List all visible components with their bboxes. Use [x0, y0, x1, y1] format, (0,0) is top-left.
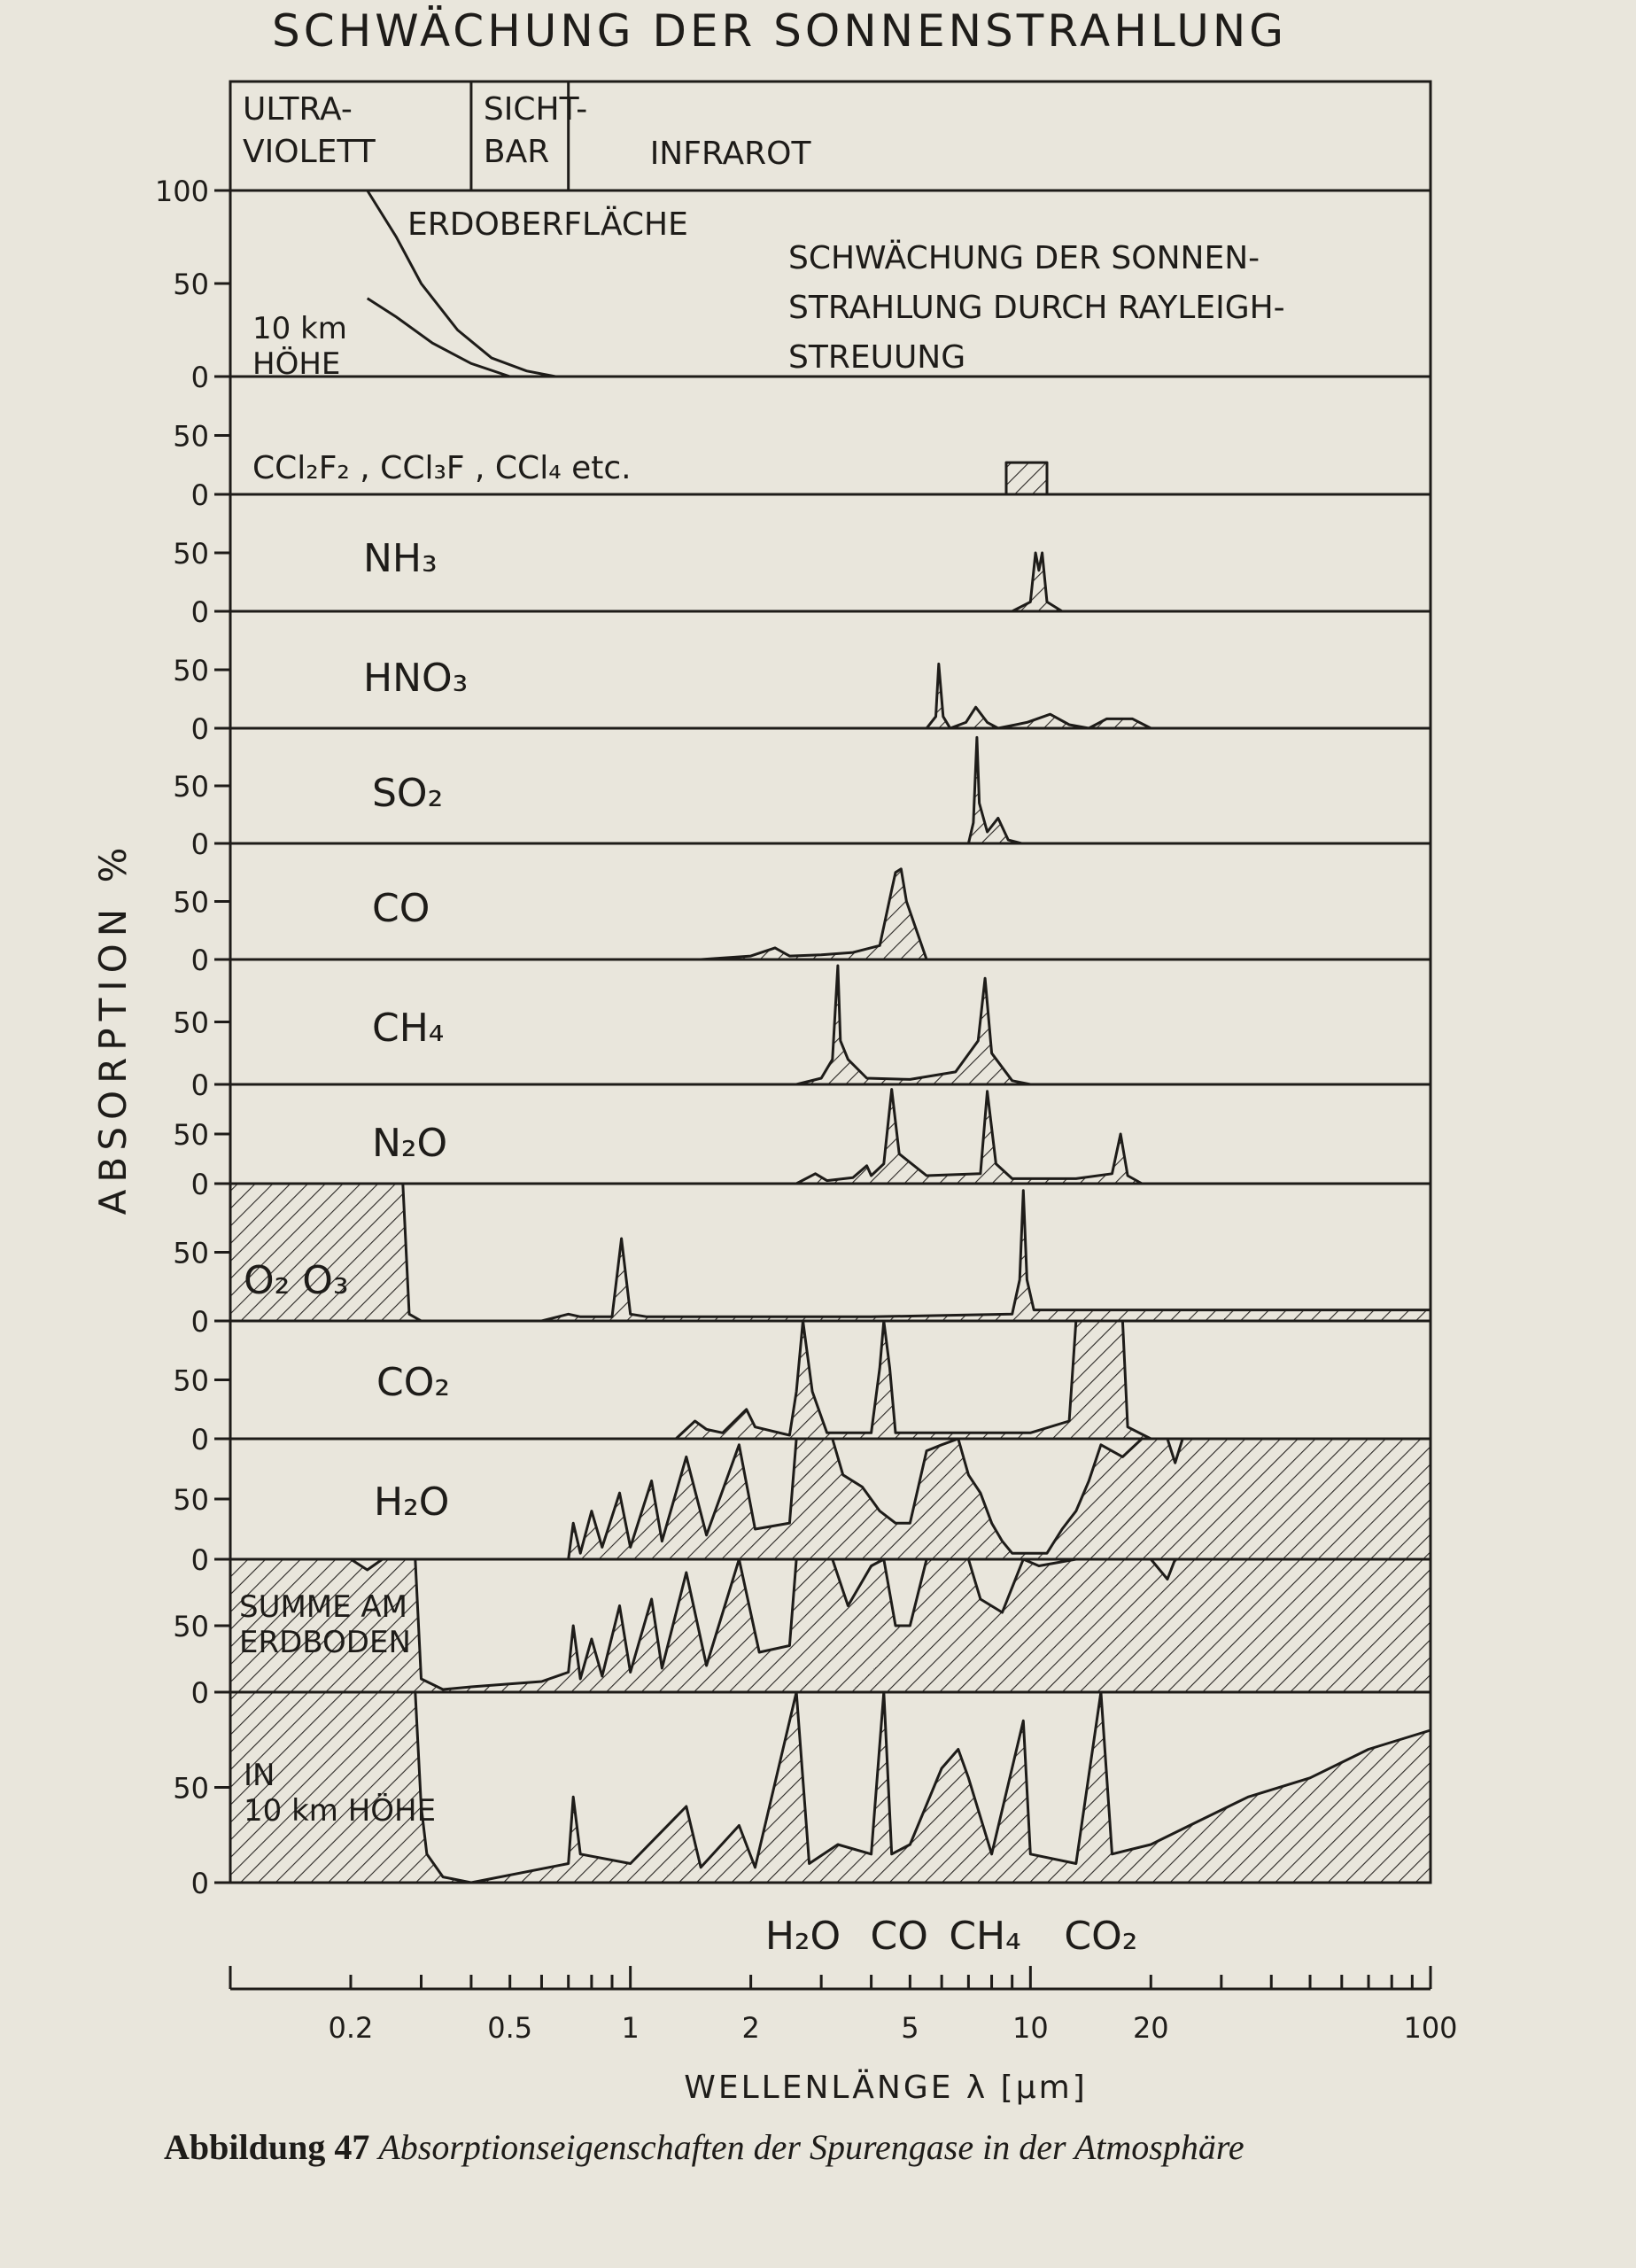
- x-tick-label: 10: [1012, 2011, 1049, 2045]
- x-tick-label: 1: [621, 2011, 640, 2045]
- y-tick-label: 0: [190, 1068, 209, 1102]
- x-tick-label: 0.5: [487, 2011, 533, 2045]
- y-tick-label: 0: [190, 1305, 209, 1339]
- y-tick-label: 0: [190, 944, 209, 977]
- absorption-area: [230, 1692, 1431, 1883]
- y-tick-label: 50: [173, 1483, 209, 1517]
- x-tick-label: 5: [901, 2011, 919, 2045]
- caption-text: Absorptionseigenschaften der Spurengase in der Atmosphäre: [378, 2127, 1244, 2167]
- x-tick-label: 2: [741, 2011, 760, 2045]
- series-label: CH₄: [372, 1006, 445, 1051]
- series-label: IN 10 km HÖHE: [244, 1758, 437, 1829]
- series-label: HNO₃: [363, 656, 469, 701]
- y-tick-label: 0: [190, 361, 209, 394]
- y-tick-label: 50: [173, 537, 209, 571]
- y-tick-label: 0: [190, 595, 209, 629]
- x-tick-label: 20: [1132, 2011, 1169, 2045]
- chart-title: SCHWÄCHUNG DER SONNENSTRAHLUNG: [272, 5, 1287, 57]
- bottom-gas-label: H₂O: [764, 1914, 841, 1959]
- header-frame: [230, 82, 1431, 190]
- y-tick-label: 0: [190, 1543, 209, 1577]
- y-tick-label: 50: [173, 1236, 209, 1270]
- region-label: INFRAROT: [649, 136, 811, 172]
- curve-label-10km: 10 km HÖHE: [252, 311, 347, 382]
- series-label: N₂O: [372, 1121, 448, 1166]
- panel-gas: [230, 1184, 1431, 1321]
- region-label: SICHT-BAR: [483, 91, 588, 170]
- y-tick-label: 50: [173, 1363, 209, 1398]
- y-tick-label: 0: [190, 712, 209, 746]
- x-axis: [230, 1966, 1458, 2045]
- y-tick-label: 50: [173, 419, 209, 454]
- rayleigh-label: SCHWÄCHUNG DER SONNEN-STRAHLUNG DURCH RAYLEIGH-STREUUNG: [788, 240, 1285, 376]
- absorption-area: [796, 966, 1030, 1084]
- absorption-area: [927, 664, 1151, 728]
- x-tick-label: 100: [1403, 2011, 1458, 2045]
- x-tick-label: 0.2: [328, 2011, 374, 2045]
- figure-caption: [164, 2122, 1475, 2173]
- y-tick-label: 50: [173, 1610, 209, 1643]
- bottom-gas-labels: [765, 1914, 1138, 1959]
- x-axis-label: WELLENLÄNGE λ [μm]: [684, 2070, 1088, 2106]
- gas-panels: [230, 190, 1431, 1883]
- spectral-region-header: [230, 82, 1431, 190]
- series-label: CO₂: [376, 1360, 450, 1405]
- y-tick-label: 0: [190, 1867, 209, 1900]
- y-tick-label: 50: [173, 268, 209, 301]
- bottom-gas-label: CH₄: [949, 1914, 1021, 1959]
- y-tick-label: 0: [190, 1168, 209, 1201]
- bottom-gas-label: CO: [870, 1914, 928, 1959]
- region-label: ULTRA-VIOLETT: [243, 91, 376, 170]
- series-label: SUMME AM ERDBODEN: [239, 1589, 411, 1660]
- y-tick-label: 0: [190, 478, 209, 512]
- y-tick-label: 50: [173, 1771, 209, 1806]
- y-tick-label: 0: [190, 1423, 209, 1456]
- series-label: SO₂: [372, 771, 444, 816]
- series-label: CO: [372, 886, 430, 931]
- series-label: NH₃: [363, 536, 438, 581]
- series-label: H₂O: [374, 1480, 450, 1525]
- absorption-area: [569, 1439, 1431, 1559]
- y-axis: [155, 175, 230, 1900]
- absorption-area: [1006, 462, 1047, 494]
- y-tick-label: 0: [190, 827, 209, 861]
- absorption-area: [1012, 553, 1062, 611]
- absorption-area: [701, 869, 927, 959]
- y-tick-label: 50: [173, 1006, 209, 1040]
- series-label: CCl₂F₂ , CCl₃F , CCl₄ etc.: [252, 450, 632, 486]
- curve-label-surface: ERDOBERFLÄCHE: [407, 206, 688, 243]
- bottom-gas-label: CO₂: [1064, 1914, 1138, 1959]
- absorption-area: [968, 737, 1021, 843]
- series-label: O₂ O₃: [244, 1258, 349, 1303]
- y-tick-label: 50: [173, 654, 209, 687]
- rayleigh-curve: [368, 299, 510, 377]
- y-tick-label: 0: [190, 1676, 209, 1710]
- caption-label: Abbildung 47: [164, 2127, 370, 2167]
- absorption-area: [230, 1184, 1431, 1321]
- y-axis-label: ABSORPTION %: [91, 840, 135, 1216]
- y-tick-label: 100: [154, 175, 209, 208]
- absorption-area: [676, 1321, 1151, 1439]
- y-tick-label: 50: [173, 885, 209, 920]
- y-tick-label: 50: [173, 1118, 209, 1152]
- y-tick-label: 50: [173, 770, 209, 804]
- absorption-area: [796, 1090, 1142, 1184]
